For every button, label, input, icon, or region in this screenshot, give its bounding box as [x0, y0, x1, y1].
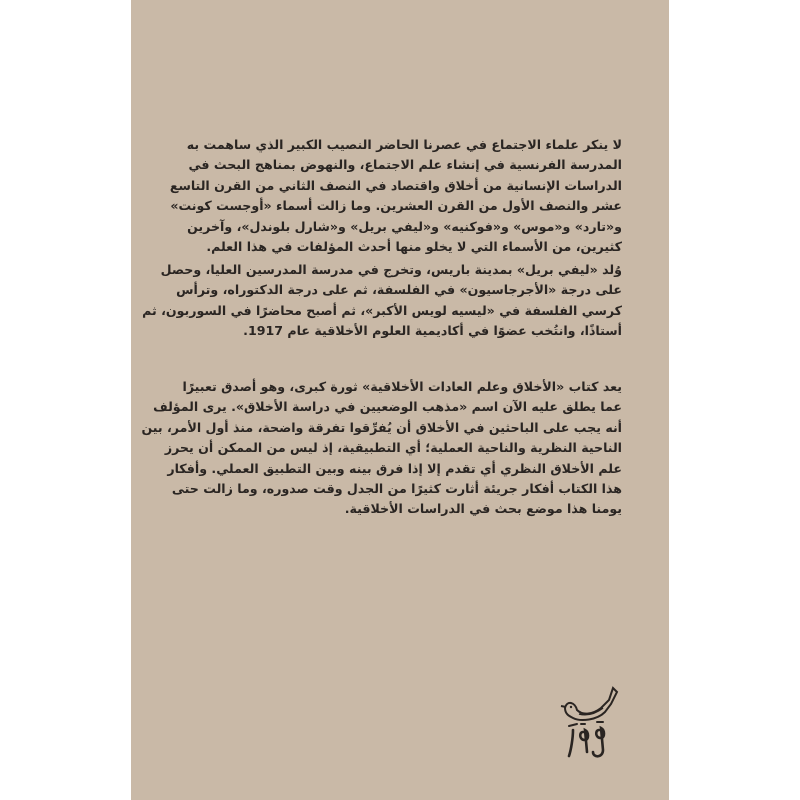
back-cover — [131, 0, 669, 800]
text-line: يعد كتاب «الأخلاق وعلم العادات الأخلاقية» ثورة كبرى، وهو أصدق تعبيرًا — [182, 379, 622, 394]
text-line: و«تارد» و«موس» و«فوكنيه» و«ليفي بريل» و«شارل بلوندل»، وآخرين — [187, 218, 622, 234]
paragraph-book-summary — [141, 377, 622, 520]
text-line: المدرسة الفرنسية في إنشاء علم الاجتماع، والنهوض بمناهج البحث في — [188, 157, 622, 173]
text-line: هذا الكتاب أفكار جريئة أثارت كثيرًا من الجدل وقت صدوره، وما زالت حتى — [171, 480, 622, 496]
text-line: أنه يجب على الباحثين في الأخلاق أن يُفرِّقوا تفرقة واضحة، منذ أول الأمر، بين — [141, 419, 622, 435]
text-line: وُلد «ليفي بريل» بمدينة باريس، وتخرج في مدرسة المدرسين العليا، وحصل — [160, 262, 622, 277]
paragraph-intro — [169, 135, 622, 257]
text-line: على درجة «الأجرجاسيون» في الفلسفة، ثم على درجة الدكتوراه، وترأس — [176, 282, 622, 298]
text-line: يومنا هذا موضع بحث في الدراسات الأخلاقية. — [344, 501, 622, 517]
text-line: كرسي الفلسفة في «ليسيه لويس الأكبر»، ثم أصبح محاضرًا في السوربون، ثم — [142, 302, 622, 318]
text-line: الناحية النظرية والناحية العملية؛ أي التطبيقية، إذ ليس من الممكن أن يحرز — [164, 440, 622, 456]
publisher-logo-bird-icon — [559, 680, 619, 760]
paragraph-biography — [142, 260, 622, 342]
text-line: عشر والنصف الأول من القرن العشرين. وما زالت أسماء «أوجست كونت» — [170, 198, 622, 214]
text-line: لا ينكر علماء الاجتماع في عصرنا الحاضر النصيب الكبير الذي ساهمت به — [186, 137, 622, 152]
text-line: كثيرين، من الأسماء التي لا يخلو منها أحدث المؤلفات في هذا العلم. — [206, 238, 622, 254]
text-line: عما يطلق عليه الآن اسم «مذهب الوضعيين في دراسة الأخلاق». يرى المؤلف — [153, 399, 622, 415]
text-line: علم الأخلاق النظري أي تقدم إلا إذا فرق بينه وبين التطبيق العملي. وأفكار — [167, 460, 622, 476]
text-line: الدراسات الإنسانية من أخلاق واقتصاد في النصف الثاني من القرن التاسع — [169, 177, 622, 193]
text-line: أستاذًا، وانتُخب عضوًا في أكاديمية العلوم الأخلاقية عام 1917. — [243, 323, 622, 339]
